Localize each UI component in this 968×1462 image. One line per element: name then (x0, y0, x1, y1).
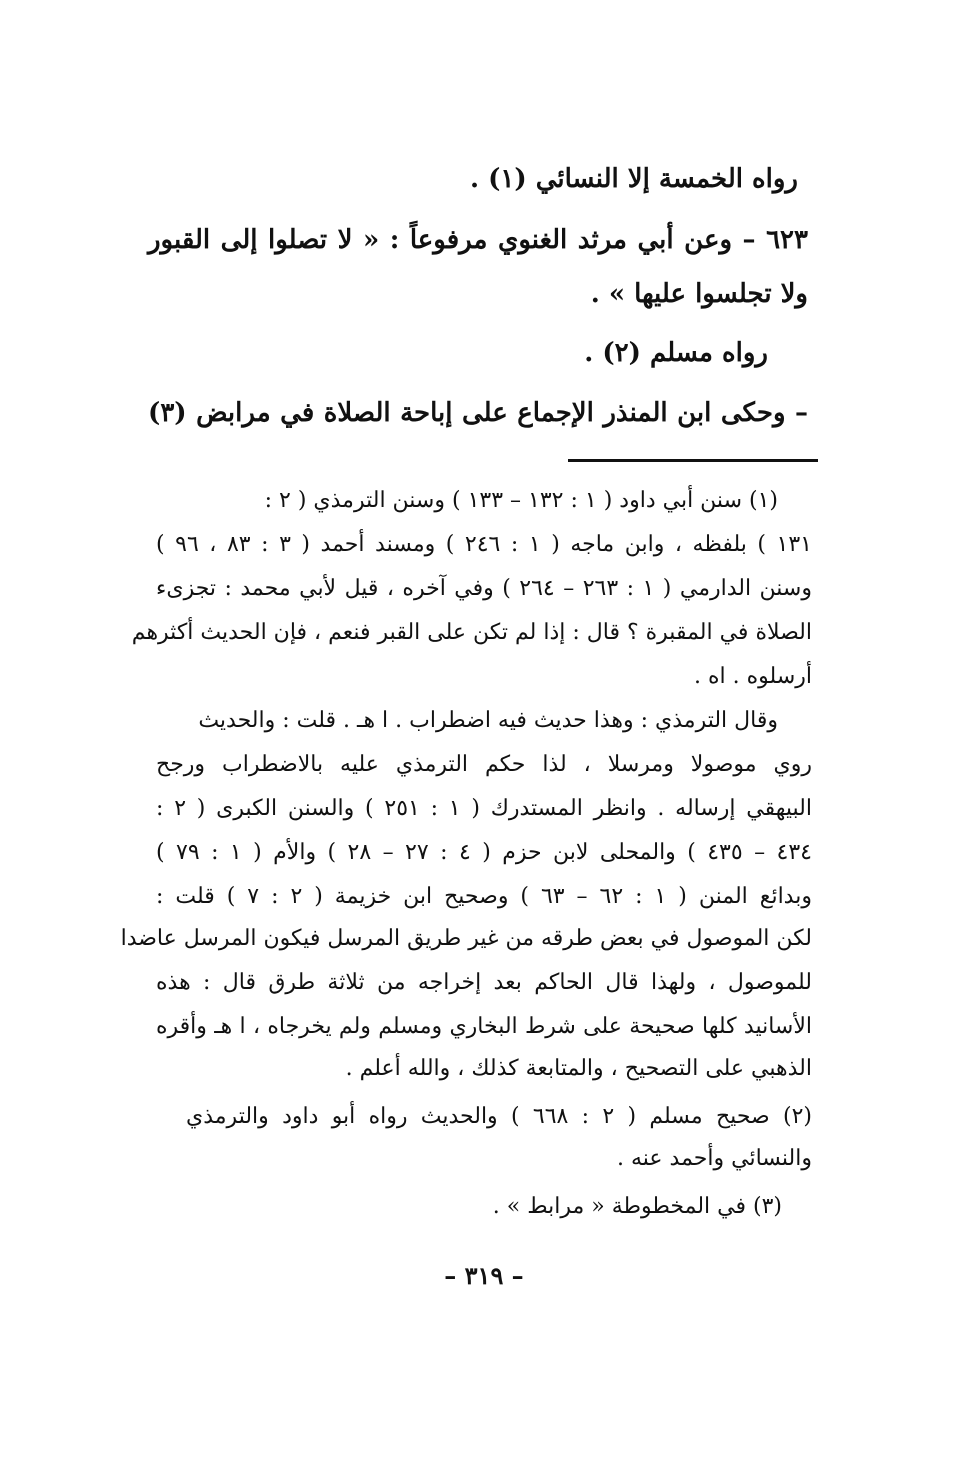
footnote-line: (٢) صحيح مسلم ( ٢ : ٦٦٨ ) والحديث رواه أبو داود والترمذي (186, 1104, 813, 1129)
footnote-line: الأسانيد كلها صحيحة على شرط البخاري ومسلم ولم يخرجاه ، ا هـ وأقره (156, 1014, 812, 1039)
footnote-line: الصلاة في المقبرة ؟ قال : إذا لم تكن على القبر فنعم ، فإن الحديث أكثرهم (131, 620, 812, 645)
footnote-line: (٣) في المخطوطة « مرابط » . (492, 1194, 782, 1219)
footnote-line: والنسائي وأحمد عنه . (616, 1146, 812, 1171)
footnote-line: لكن الموصول في بعض طرقه من غير طريق المرسل فيكون المرسل عاضدا (120, 926, 812, 951)
footnote-line: الذهبي على التصحيح ، والمتابعة كذلك ، والله أعلم . (345, 1056, 812, 1081)
footnote-line: روي موصولا ومرسلا ، لذا حكم الترمذي عليه بالاضطراب ورجح (156, 752, 812, 777)
footnote-line: وبدائع المنن ( ١ : ٦٢ – ٦٣ ) وصحيح ابن خزيمة ( ٢ : ٧ ) قلت : (156, 884, 812, 909)
footnote-line: وسنن الدارمي ( ١ : ٢٦٣ – ٢٦٤ ) وفي آخره ، قيل لأبي محمد : تجزىء (156, 576, 812, 601)
footnote-divider (568, 459, 818, 462)
main-text-line: ولا تجلسوا عليها » . (590, 279, 808, 309)
main-text-line: ٦٢٣ – وعن أبي مرثد الغنوي مرفوعاً : « لا تصلوا إلى القبور (148, 225, 808, 255)
footnote-line: ١٣١ ) بلفظه ، وابن ماجه ( ١ : ٢٤٦ ) ومسند أحمد ( ٣ : ٨٣ ، ٩٦ ) (156, 532, 812, 557)
footnote-line: ٤٣٤ – ٤٣٥ ) والمحلى لابن حزم ( ٤ : ٢٧ – ٢٨ ) والأم ( ١ : ٧٩ ) (156, 840, 812, 865)
footnote-line: البيهقي إرساله . وانظر المستدرك ( ١ : ٢٥١ ) والسنن الكبرى ( ٢ : (156, 796, 812, 821)
page-number: – ٣١٩ – (444, 1261, 524, 1290)
footnote-line: للموصول ، ولهذا قال الحاكم بعد إخراجه من ثلاثة طرق قال : هذه (156, 970, 812, 995)
main-text-line: رواه مسلم (٢) . (584, 338, 768, 368)
main-text-line: رواه الخمسة إلا النسائي (١) . (469, 164, 798, 194)
footnote-line: وقال الترمذي : وهذا حديث فيه اضطراب . ا هـ . قلت : والحديث (198, 708, 778, 733)
footnote-line: أرسلوه . اه . (694, 664, 812, 689)
main-text-line: – وحكى ابن المنذر الإجماع على إباحة الصلاة في مرابض (٣) (148, 398, 808, 428)
footnote-line: (١) سنن أبي داود ( ١ : ١٣٢ – ١٣٣ ) وسنن الترمذي ( ٢ : (264, 488, 778, 513)
